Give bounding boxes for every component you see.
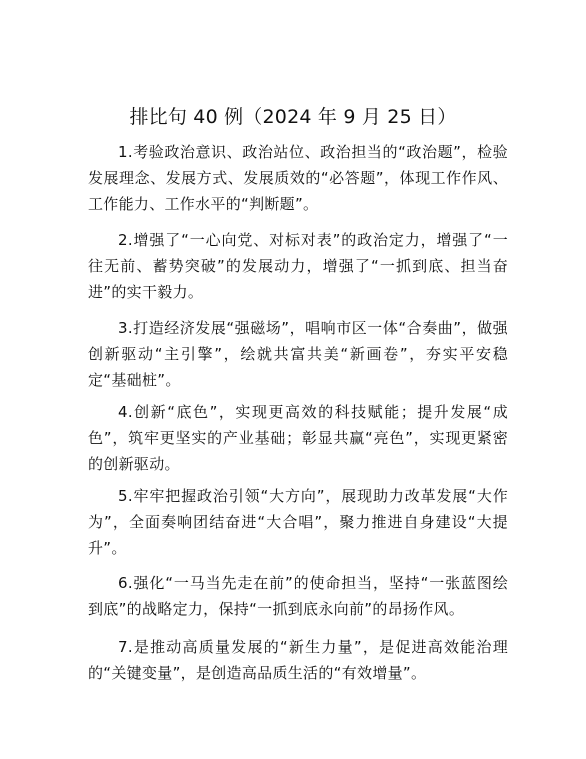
paragraph-1: 1.考验政治意识、政治站位、政治担当的“政治题”，检验发展理念、发展方式、发展质效的“必答题”，体现工作作风、工作能力、工作水平的“判断题”。 (88, 143, 508, 213)
paragraph-6: 6.强化“一马当先走在前”的使命担当，坚持“一张蓝图绘到底”的战略定力，保持“一抓到底永向前”的昂扬作风。 (88, 574, 508, 618)
paragraph-2: 2.增强了“一心向党、对标对表”的政治定力，增强了“一往无前、蓄势突破”的发展动力，增强了“一抓到底、担当奋进”的实干毅力。 (88, 231, 508, 301)
document-title: 排比句 40 例（2024 年 9 月 25 日） (129, 106, 457, 128)
paragraph-7: 7.是推动高质量发展的“新生力量”，是促进高效能治理的“关键变量”，是创造高品质生活的“有效增量”。 (88, 638, 508, 682)
paragraph-5: 5.牢牢把握政治引领“大方向”，展现助力改革发展“大作为”，全面奏响团结奋进“大合唱”，聚力推进自身建设“大提升”。 (88, 487, 508, 557)
paragraph-4: 4.创新“底色”，实现更高效的科技赋能；提升发展“成色”，筑牢更坚实的产业基础；彰显共赢“亮色”，实现更紧密的创新驱动。 (88, 403, 508, 473)
paragraph-3: 3.打造经济发展“强磁场”，唱响市区一体“合奏曲”，做强创新驱动“主引擎”，绘就共富共美“新画卷”，夯实平安稳定“基础桩”。 (88, 319, 508, 389)
